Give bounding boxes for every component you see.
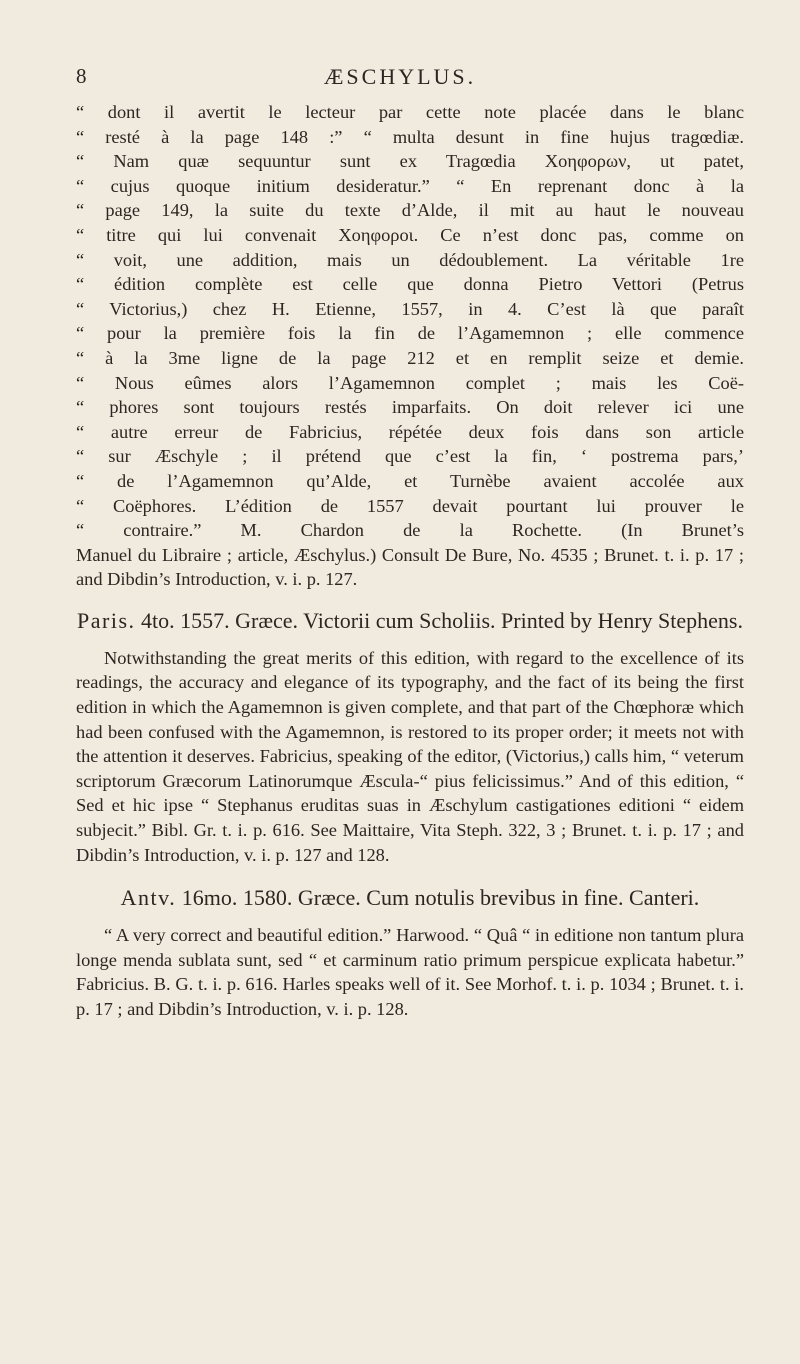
quote-line: “ phores sont toujours restés imparfaits. On doit relever ici une [76, 397, 744, 418]
quote-line: “ titre qui lui convenait Χοηφοροι. Ce n’est donc pas, comme on [76, 224, 744, 245]
entry-heading-antv [76, 885, 744, 911]
quote-line: “ Nous eûmes alors l’Agamemnon complet ; mais les Coë- [76, 372, 744, 393]
entry-place: Paris. [77, 607, 136, 633]
entry-description: 16mo. 1580. Græce. Cum notulis brevibus in fine. Canteri. [181, 885, 700, 911]
entry-place: Antv. [120, 885, 177, 911]
quote-line: “ pour la première fois la fin de l’Agamemnon ; elle commence [76, 323, 744, 344]
quote-line: “ édition complète est celle que donna Pietro Vettori (Petrus [76, 274, 744, 295]
quote-line: “ cujus quoque initium desideratur.” “ En reprenant donc à la [76, 175, 744, 196]
quote-line: “ Coëphores. L’édition de 1557 devait pourtant lui prouver le [76, 495, 744, 516]
quote-line: “ de l’Agamemnon qu’Alde, et Turnèbe avaient accolée aux [76, 470, 744, 491]
quote-line: “ sur Æschyle ; il prétend que c’est la fin, ‘ postrema pars,’ [76, 446, 744, 467]
quote-line: “ voit, une addition, mais un dédoublement. La véritable 1re [76, 249, 744, 270]
quote-line: “ Nam quæ sequuntur sunt ex Tragœdia Χοηφορων, ut patet, [76, 151, 744, 172]
entry-body-antv: “ A very correct and beautiful edition.” Harwood. “ Quâ “ in editione non tantum plura longe menda sublata sunt, sed “ et carminum ratio primum perspicue explicata habetur.” Fabricius. B. G. t. i. p. 616. Harles speaks well of it. See Morhof. t. i. p. 1034 ; Brunet. t. i. p. 17 ; and Dibdin’s Introduction, v. i. p. 128. [76, 925, 744, 1019]
quote-line: “ page 149, la suite du texte d’Alde, il mit au haut le nouveau [76, 200, 744, 221]
quote-line: “ dont il avertit le lecteur par cette note placée dans le blanc [76, 102, 744, 122]
quote-line: “ resté à la page 148 :” “ multa desunt in fine hujus tragœdiæ. [76, 126, 744, 147]
quote-line: “ Victorius,) chez H. Etienne, 1557, in 4. C’est là que paraît [76, 298, 744, 319]
page-content [76, 100, 744, 1022]
running-head: ÆSCHYLUS. [323, 64, 477, 89]
french-quotation [76, 100, 744, 543]
quote-line: “ à la 3me ligne de la page 212 et en remplit seize et demie. [76, 347, 744, 368]
quote-line: “ autre erreur de Fabricius, répétée deux fois dans son article [76, 421, 744, 442]
quotation-tail: Manuel du Libraire ; article, Æschylus.) Consult De Bure, No. 4535 ; Brunet. t. i. p. 17 ; and Dibdin’s Introduction, v. i. p. 127. [76, 544, 744, 590]
quote-line: “ contraire.” M. Chardon de la Rochette. (In Brunet’s [76, 520, 744, 541]
page-number: 8 [76, 64, 88, 88]
entry-description: 4to. 1557. Græce. Victorii cum Scholiis. Printed by Henry Stephens. [141, 607, 743, 633]
page-header [0, 64, 800, 94]
entry-body-paris: Notwithstanding the great merits of this edition, with regard to the excellence of its readings, the accuracy and elegance of its typography, and the fact of its being the first edition in which the Agamemnon is given complete, and that part of the Chœphoræ which had been confused with the Agamemnon, is restored to its proper order; it meets not with the attention it deserves. Fabricius, speaking of the editor, (Victorius,) calls him, “ veterum scriptorum Græcorum Latinorumque Æscula-“ pius felicissimus.” And of this edition, “ Sed et hic ipse “ Stephanus eruditas suas in Æschylum castigationes editioni “ eidem subjecit.” Bibl. Gr. t. i. p. 616. See Maittaire, Vita Steph. 322, 3 ; Brunet. t. i. p. 17 ; and Dibdin’s Introduction, v. i. p. 127 and 128. [76, 647, 744, 865]
entry-heading-paris [76, 608, 744, 634]
